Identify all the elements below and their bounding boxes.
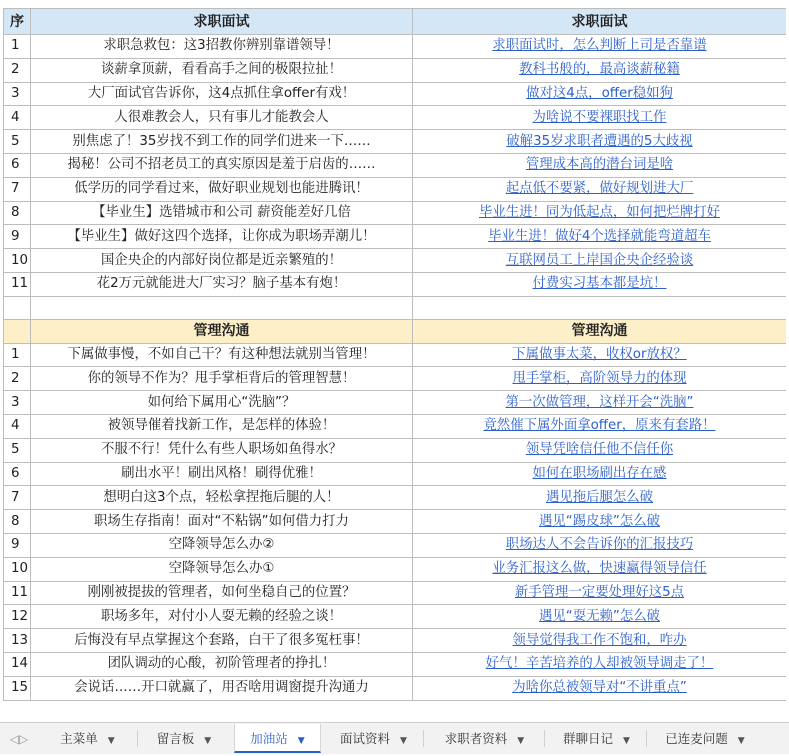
tab-label: 已连麦问题 [665,731,728,746]
tab-message-board[interactable] [139,724,229,753]
sheet-nav-arrows-icon[interactable]: ◁▷ [9,732,29,746]
tab-fuel-station[interactable] [234,724,321,753]
table-row [4,676,787,700]
article-title-cell[interactable]: 会说话……开口就赢了，用否啥用调窗提升沟通力 [31,676,413,700]
table-row [4,486,787,510]
article-link[interactable]: 甩手掌柜，高阶领导力的体现 [413,367,787,391]
article-link[interactable]: 新手管理一定要处理好这5点 [413,581,787,605]
article-title-cell[interactable]: 你的领导不作为？甩手掌柜背后的管理智慧！ [31,367,413,391]
article-link[interactable]: 毕业生进！同为低起点，如何把烂牌打好 [413,201,787,225]
row-index[interactable]: 3 [4,82,31,106]
article-link[interactable]: 破解35岁求职者遭遇的5大歧视 [413,130,787,154]
tab-label: 群聊日记 [563,731,614,746]
table-row [4,153,787,177]
article-title-cell[interactable]: 想明白这3个点，轻松拿捏拖后腿的人！ [31,486,413,510]
spreadsheet-grid [3,8,786,721]
row-index[interactable]: 5 [4,130,31,154]
table-row [4,391,787,415]
tab-main-menu[interactable] [40,724,135,753]
chevron-down-icon[interactable]: ▼ [737,736,745,746]
article-link[interactable]: 为啥你总被领导对“不讲重点” [413,676,787,700]
table-row [4,35,787,59]
row-index[interactable]: 9 [4,533,31,557]
article-title-cell[interactable]: 低学历的同学看过来，做好职业规划也能进腾讯！ [31,177,413,201]
row-index[interactable]: 6 [4,153,31,177]
row-index[interactable]: 7 [4,486,31,510]
tab-label: 加油站 [250,731,288,746]
row-index[interactable]: 7 [4,177,31,201]
tab-applicant-materials[interactable] [427,724,542,753]
article-link[interactable]: 职场达人不会告诉你的汇报技巧 [413,533,787,557]
tab-separator [544,730,545,747]
section-header-left[interactable]: 求职面试 [31,9,413,35]
index-header-empty[interactable] [4,319,31,343]
article-title-cell[interactable]: 团队调动的心酸，初阶管理者的挣扎！ [31,652,413,676]
row-index[interactable]: 4 [4,414,31,438]
table-row [4,438,787,462]
table-row [4,557,787,581]
article-title-cell[interactable]: 被领导催着找新工作，是怎样的体验！ [31,414,413,438]
row-index[interactable]: 1 [4,343,31,367]
article-title-cell[interactable]: 下属做事慢，不如自己干？有这种想法就别当管理！ [31,343,413,367]
table-row [4,533,787,557]
row-index[interactable]: 3 [4,391,31,415]
tab-separator [423,730,424,747]
row-index[interactable]: 1 [4,35,31,59]
tab-label: 主菜单 [60,731,98,746]
row-index[interactable]: 2 [4,367,31,391]
chevron-down-icon[interactable]: ▼ [517,736,525,746]
table-row [4,510,787,534]
table-row [4,343,787,367]
row-index[interactable]: 6 [4,462,31,486]
table-row [4,177,787,201]
article-link[interactable]: 为啥说不要裸职找工作 [413,106,787,130]
article-link[interactable]: 下属做事太菜，收权or放权？ [413,343,787,367]
chevron-down-icon[interactable]: ▼ [204,736,212,746]
article-link[interactable]: 管理成本高的潜台词是啥 [413,153,787,177]
tab-separator [646,730,647,747]
article-link[interactable]: 好气！辛苦培养的人却被领导调走了！ [413,652,787,676]
empty-cell[interactable] [4,296,31,319]
article-title-cell[interactable]: 职场生存指南！面对“不粘锅”如何借力打力 [31,510,413,534]
article-link[interactable]: 业务汇报这么做，快速赢得领导信任 [413,557,787,581]
table-row [4,130,787,154]
article-link[interactable]: 遇见“耍无赖”怎么破 [413,605,787,629]
article-title-cell[interactable]: 刚刚被提拔的管理者，如何坐稳自己的位置？ [31,581,413,605]
tab-label: 求职者资料 [444,731,508,746]
table-row [4,82,787,106]
table-row [4,272,787,296]
article-link[interactable]: 付费实习基本都是坑！ [413,272,787,296]
table-row [4,58,787,82]
article-title-cell[interactable]: 花2万元就能进大厂实习？脑子基本有炮！ [31,272,413,296]
row-index[interactable]: 13 [4,629,31,653]
section-header-right[interactable]: 管理沟通 [413,319,787,343]
tab-group-chat-diary[interactable] [549,724,644,753]
index-header[interactable]: 序 [4,9,31,35]
article-title-cell[interactable]: 国企央企的内部好岗位都是近亲繁殖的！ [31,249,413,273]
table-row [4,249,787,273]
article-title-cell[interactable]: 不服不行！凭什么有些人职场如鱼得水？ [31,438,413,462]
article-link[interactable]: 遇见拖后腿怎么破 [413,486,787,510]
article-link[interactable]: 领导凭啥信任他不信任你 [413,438,787,462]
row-index[interactable]: 10 [4,557,31,581]
row-index[interactable]: 8 [4,510,31,534]
row-index[interactable]: 11 [4,272,31,296]
tab-separator [137,730,138,747]
chevron-down-icon[interactable]: ▼ [623,736,630,746]
row-index[interactable]: 4 [4,106,31,130]
table-row [4,201,787,225]
row-index[interactable]: 14 [4,652,31,676]
tab-label: 留言板 [156,731,195,746]
tab-label: 面试资料 [340,731,391,746]
tab-answered-questions[interactable] [650,724,760,753]
article-link[interactable]: 做对这4点，offer稳如狗 [413,82,787,106]
section-header-right[interactable]: 求职面试 [413,9,787,35]
table-row [4,652,787,676]
article-title-cell[interactable]: 揭秘！公司不招老员工的真实原因是羞于启齿的…… [31,153,413,177]
article-link[interactable]: 毕业生进！做好4个选择就能弯道超车 [413,225,787,249]
table-row [4,605,787,629]
article-title-cell[interactable]: 大厂面试官告诉你，这4点抓住拿offer有戏！ [31,82,413,106]
data-table [3,8,786,701]
table-row [4,225,787,249]
article-link[interactable]: 领导觉得我工作不饱和，咋办 [413,629,787,653]
table-row [4,414,787,438]
article-title-cell[interactable]: 【毕业生】选错城市和公司 薪资能差好几倍 [31,201,413,225]
tab-interview-materials[interactable] [326,724,421,753]
row-index[interactable]: 5 [4,438,31,462]
empty-cell[interactable] [413,296,787,319]
article-title-cell[interactable]: 求职急救包：这3招教你辨别靠谱领导！ [31,35,413,59]
table-body [4,9,787,701]
article-title-cell[interactable]: 人很难教会人，只有事儿才能教会人 [31,106,413,130]
chevron-down-icon[interactable]: ▼ [107,736,115,746]
article-link[interactable]: 起点低不要紧，做好规划进大厂 [413,177,787,201]
article-title-cell[interactable]: 职场多年，对付小人耍无赖的经验之谈！ [31,605,413,629]
row-index[interactable]: 15 [4,676,31,700]
section-header-left[interactable]: 管理沟通 [31,319,413,343]
article-link[interactable]: 求职面试时，怎么判断上司是否靠谱 [413,35,787,59]
row-index[interactable]: 10 [4,249,31,273]
table-row [4,629,787,653]
article-link[interactable]: 遇见“踢皮球”怎么破 [413,510,787,534]
row-index[interactable]: 11 [4,581,31,605]
row-index[interactable]: 8 [4,201,31,225]
article-title-cell[interactable]: 【毕业生】做好这四个选择，让你成为职场弄潮儿！ [31,225,413,249]
article-title-cell[interactable]: 空降领导怎么办① [31,557,413,581]
empty-cell[interactable] [31,296,413,319]
article-link[interactable]: 教科书般的，最高谈薪秘籍 [413,58,787,82]
article-title-cell[interactable]: 如何给下属用心“洗脑”？ [31,391,413,415]
row-index[interactable]: 12 [4,605,31,629]
row-index[interactable]: 9 [4,225,31,249]
sheet-tab-bar [0,722,789,754]
article-link[interactable]: 竟然催下属外面拿offer，原来有套路！ [413,414,787,438]
article-link[interactable]: 如何在职场刷出存在感 [413,462,787,486]
blank-row [4,296,787,319]
row-index[interactable]: 2 [4,58,31,82]
article-link[interactable]: 第一次做管理，这样开会“洗脑” [413,391,787,415]
article-link[interactable]: 互联网员工上岸国企央企经验谈 [413,249,787,273]
article-title-cell[interactable]: 空降领导怎么办② [31,533,413,557]
table-row [4,581,787,605]
article-title-cell[interactable]: 刷出水平！刷出风格！刷得优雅！ [31,462,413,486]
chevron-down-icon[interactable]: ▼ [400,736,407,746]
article-title-cell[interactable]: 别焦虑了！35岁找不到工作的同学们进来一下…… [31,130,413,154]
section-header-row [4,9,787,35]
section-header-row [4,319,787,343]
article-title-cell[interactable]: 谈薪拿顶薪，看看高手之间的极限拉扯！ [31,58,413,82]
table-row [4,462,787,486]
table-row [4,367,787,391]
table-row [4,106,787,130]
article-title-cell[interactable]: 后悔没有早点掌握这个套路，白干了很多冤枉事！ [31,629,413,653]
chevron-down-icon[interactable]: ▼ [297,736,305,746]
